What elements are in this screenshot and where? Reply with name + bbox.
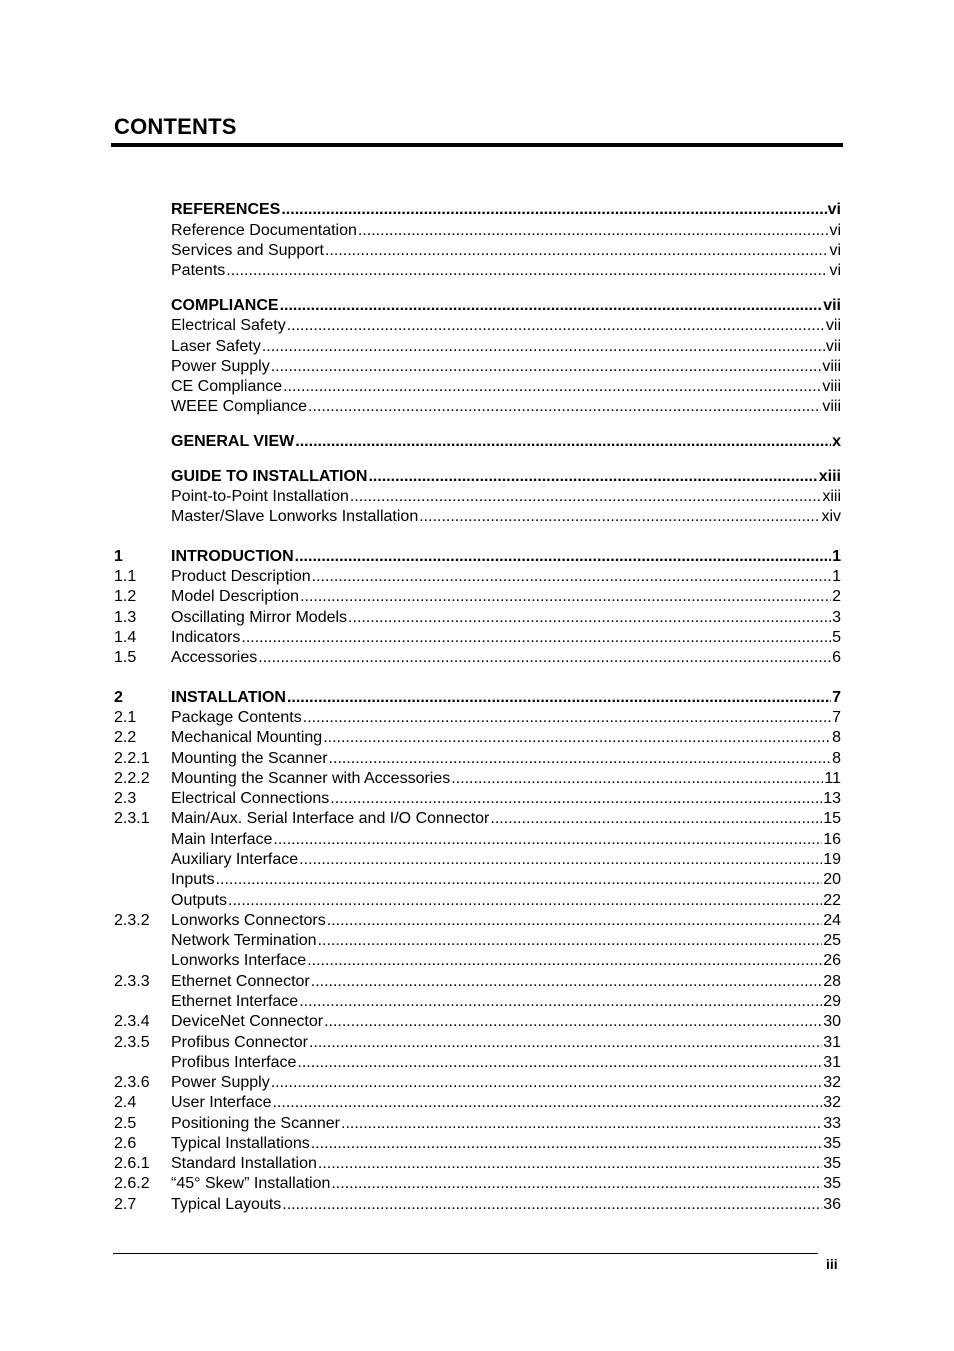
toc-entry-title[interactable]: Main Interface: [171, 831, 273, 848]
toc-entry[interactable]: [0, 241, 954, 261]
toc-entry-title[interactable]: Electrical Connections: [171, 790, 330, 807]
toc-entry-line: [171, 688, 841, 708]
toc-entry[interactable]: [0, 789, 954, 809]
toc-entry-title[interactable]: Lonworks Interface: [171, 952, 307, 969]
toc-entry[interactable]: [0, 337, 954, 357]
dot-leader: [330, 789, 822, 809]
toc-entry[interactable]: [0, 608, 954, 628]
dot-leader: [241, 628, 831, 648]
toc-entry[interactable]: [0, 1114, 954, 1134]
toc-entry-title[interactable]: Package Contents: [171, 709, 302, 726]
dot-leader: [303, 708, 831, 728]
toc-entry-line: [171, 1053, 841, 1073]
toc-entry-line: [171, 749, 841, 769]
toc-entry-title[interactable]: Profibus Interface: [171, 1054, 297, 1071]
toc-entry-line: [171, 951, 841, 971]
toc-entry[interactable]: [0, 200, 954, 220]
toc-entry-title[interactable]: Services and Support: [171, 242, 324, 259]
toc-entry-page: vi: [827, 201, 841, 218]
toc-entry-title[interactable]: Typical Layouts: [171, 1196, 282, 1213]
toc-entry[interactable]: [0, 221, 954, 241]
toc-entry-title[interactable]: Inputs: [171, 871, 215, 888]
toc-entry[interactable]: [0, 587, 954, 607]
toc-entry-line: [171, 789, 841, 809]
toc-entry-number: 2.2.2: [114, 770, 150, 787]
toc-entry-line: [171, 1195, 841, 1215]
dot-leader: [350, 487, 821, 507]
dot-leader: [287, 316, 825, 336]
dot-leader: [323, 728, 831, 748]
toc-entry[interactable]: [0, 749, 954, 769]
toc-entry-title[interactable]: Patents: [171, 262, 226, 279]
toc-entry-line: [171, 377, 841, 397]
toc-entry[interactable]: [0, 1033, 954, 1053]
toc-entry-title[interactable]: Network Termination: [171, 932, 317, 949]
toc-entry-page: 26: [823, 952, 841, 969]
toc-entry-line: [171, 432, 841, 452]
toc-entry-number: 2.3.4: [114, 1013, 150, 1030]
toc-entry-page: 31: [823, 1054, 841, 1071]
dot-leader: [419, 507, 820, 527]
toc-entry-page: 24: [823, 912, 841, 929]
toc-entry-page: xiv: [821, 508, 841, 525]
toc-entry-page: viii: [822, 398, 841, 415]
toc-entry-number: 2.3.5: [114, 1034, 150, 1051]
dot-leader: [451, 769, 823, 789]
toc-entry-line: [171, 296, 841, 316]
dot-leader: [295, 432, 831, 452]
toc-entry[interactable]: [0, 397, 954, 417]
toc-entry-line: [171, 1114, 841, 1134]
dot-leader: [282, 1195, 822, 1215]
dot-leader: [318, 1154, 822, 1174]
toc-entry-number: 1.3: [114, 609, 137, 626]
toc-entry-line: [171, 567, 841, 587]
toc-entry-number: 2.6.1: [114, 1155, 150, 1172]
toc-entry[interactable]: [0, 316, 954, 336]
toc-entry-page: 25: [823, 932, 841, 949]
toc-entry-page: 31: [823, 1034, 841, 1051]
toc-entry-page: 2: [832, 588, 841, 605]
dot-leader: [281, 200, 826, 220]
toc-entry-title[interactable]: Power Supply: [171, 1074, 270, 1091]
toc-entry[interactable]: [0, 992, 954, 1012]
toc-entry-line: [171, 1012, 841, 1032]
toc-entry-title[interactable]: Power Supply: [171, 358, 270, 375]
dot-leader: [299, 992, 822, 1012]
toc-entry-page: xiii: [822, 488, 841, 505]
toc-entry[interactable]: [0, 911, 954, 931]
toc-entry-number: 1.4: [114, 629, 137, 646]
toc-entry-page: 11: [824, 770, 841, 787]
toc-entry-page: vi: [829, 222, 841, 239]
dot-leader: [329, 749, 832, 769]
toc-entry-page: vi: [829, 242, 841, 259]
toc-entry[interactable]: [0, 357, 954, 377]
toc-entry-title[interactable]: Typical Installations: [171, 1135, 310, 1152]
toc-entry[interactable]: [0, 951, 954, 971]
toc-entry[interactable]: [0, 1154, 954, 1174]
toc-entry-line: [171, 241, 841, 261]
toc-entry-title[interactable]: Ethernet Interface: [171, 993, 299, 1010]
dot-leader: [228, 891, 822, 911]
toc-entry-page: viii: [822, 378, 841, 395]
toc-entry-title[interactable]: Point-to-Point Installation: [171, 488, 349, 505]
toc-entry[interactable]: [0, 648, 954, 668]
toc-entry-number: 1.5: [114, 649, 137, 666]
toc-entry-page: vii: [823, 297, 841, 314]
toc-entry-title[interactable]: Positioning the Scanner: [171, 1115, 340, 1132]
dot-leader: [331, 1174, 822, 1194]
toc-entry-number: 1.1: [114, 568, 137, 585]
footer-rule: [113, 1253, 818, 1254]
toc-entry-page: 35: [823, 1175, 841, 1192]
toc-entry-number: 2.2: [114, 729, 137, 746]
toc-entry-line: [171, 870, 841, 890]
dot-leader: [341, 1114, 822, 1134]
dot-leader: [324, 1012, 822, 1032]
toc-entry-page: 30: [823, 1013, 841, 1030]
toc-entry-title[interactable]: Accessories: [171, 649, 258, 666]
toc-entry-page: 29: [823, 993, 841, 1010]
toc-entry-number: 2.3.2: [114, 912, 150, 929]
toc-entry-line: [171, 316, 841, 336]
dot-leader: [309, 1033, 822, 1053]
toc-entry-title[interactable]: Laser Safety: [171, 338, 261, 355]
toc-entry-title[interactable]: Main/Aux. Serial Interface and I/O Connector: [171, 810, 490, 827]
toc-entry-page: x: [832, 433, 841, 450]
dot-leader: [325, 241, 828, 261]
toc-entry-line: [171, 1134, 841, 1154]
toc-entry-line: [171, 830, 841, 850]
toc-entry-page: 20: [823, 871, 841, 888]
dot-leader: [348, 608, 831, 628]
toc-entry[interactable]: [0, 487, 954, 507]
toc-entry-page: 16: [823, 831, 841, 848]
toc-entry[interactable]: [0, 891, 954, 911]
toc-entry-page: 7: [832, 709, 841, 726]
toc-entry[interactable]: [0, 1174, 954, 1194]
toc-entry-title[interactable]: Profibus Connector: [171, 1034, 308, 1051]
toc-entry-line: [171, 467, 841, 487]
dot-leader: [490, 809, 822, 829]
footer-page-number: iii: [826, 1256, 838, 1272]
toc-entry-title[interactable]: Indicators: [171, 629, 241, 646]
toc-entry-number: 2.6.2: [114, 1175, 150, 1192]
toc-entry-title[interactable]: GENERAL VIEW: [171, 433, 295, 450]
toc-entry-line: [171, 547, 841, 567]
toc-entry-page: 32: [823, 1094, 841, 1111]
toc-entry-number: 2.2.1: [114, 750, 150, 767]
dot-leader: [271, 1073, 822, 1093]
toc-entry-title[interactable]: Mechanical Mounting: [171, 729, 323, 746]
toc-entry-page: 35: [823, 1135, 841, 1152]
dot-leader: [272, 1093, 822, 1113]
toc-entry-number: 2: [114, 689, 123, 706]
toc-entry-number: 2.1: [114, 709, 137, 726]
toc-entry-page: 7: [832, 689, 841, 706]
dot-leader: [280, 296, 823, 316]
toc-entry-title[interactable]: Ethernet Connector: [171, 973, 310, 990]
dot-leader: [368, 467, 817, 487]
toc-entry-line: [171, 972, 841, 992]
toc-entry[interactable]: [0, 972, 954, 992]
toc-entry-page: vii: [825, 317, 841, 334]
toc-entry-title[interactable]: Electrical Safety: [171, 317, 286, 334]
toc-entry-number: 2.4: [114, 1094, 137, 1111]
dot-leader: [358, 221, 829, 241]
toc-entry-line: [171, 507, 841, 527]
dot-leader: [312, 567, 831, 587]
toc-entry[interactable]: [0, 507, 954, 527]
toc-entry-page: 19: [823, 851, 841, 868]
toc-entry-title[interactable]: Outputs: [171, 892, 228, 909]
toc-entry[interactable]: [0, 769, 954, 789]
toc-entry-page: 28: [823, 973, 841, 990]
toc-entry-line: [171, 992, 841, 1012]
dot-leader: [271, 357, 822, 377]
toc-entry-page: 1: [832, 568, 841, 585]
toc-entry-title[interactable]: Mounting the Scanner: [171, 750, 328, 767]
toc-entry-line: [171, 1033, 841, 1053]
toc-entry[interactable]: [0, 688, 954, 708]
toc-entry-line: [171, 200, 841, 220]
toc-entry-number: 1.2: [114, 588, 137, 605]
dot-leader: [273, 830, 822, 850]
toc-entry-title[interactable]: DeviceNet Connector: [171, 1013, 324, 1030]
toc-entry[interactable]: [0, 850, 954, 870]
toc-entry-page: 33: [823, 1115, 841, 1132]
toc-entry-title[interactable]: INTRODUCTION: [171, 548, 294, 565]
dot-leader: [295, 547, 831, 567]
toc-entry-line: [171, 850, 841, 870]
toc-entry-page: 32: [823, 1074, 841, 1091]
toc-entry[interactable]: [0, 432, 954, 452]
toc-entry-title[interactable]: User Interface: [171, 1094, 272, 1111]
toc-entry-line: [171, 628, 841, 648]
toc-entry[interactable]: [0, 870, 954, 890]
toc-entry-number: 2.3.1: [114, 810, 150, 827]
toc-entry-title[interactable]: Auxiliary Interface: [171, 851, 299, 868]
toc-entry-line: [171, 608, 841, 628]
dot-leader: [318, 931, 823, 951]
toc-entry-line: [171, 221, 841, 241]
toc-entry-line: [171, 261, 841, 281]
toc-entry-page: xiii: [818, 468, 841, 485]
toc-entry-title[interactable]: INSTALLATION: [171, 689, 286, 706]
toc-entry-number: 1: [114, 548, 123, 565]
dot-leader: [216, 870, 823, 890]
toc-entry[interactable]: [0, 567, 954, 587]
dot-leader: [299, 850, 822, 870]
toc-entry-page: viii: [822, 358, 841, 375]
toc-entry-title[interactable]: Model Description: [171, 588, 300, 605]
toc-entry[interactable]: [0, 1073, 954, 1093]
toc-entry-page: 13: [823, 790, 841, 807]
toc-entry-line: [171, 769, 841, 789]
toc-entry-page: 1: [832, 548, 841, 565]
dot-leader: [308, 397, 821, 417]
toc-entry[interactable]: [0, 547, 954, 567]
toc-entry-line: [171, 911, 841, 931]
toc-entry[interactable]: [0, 296, 954, 316]
toc-entry-line: [171, 891, 841, 911]
toc-entry-page: 22: [823, 892, 841, 909]
toc-entry-line: [171, 357, 841, 377]
toc-entry[interactable]: [0, 377, 954, 397]
toc-entry[interactable]: [0, 1195, 954, 1215]
toc-entry-number: 2.3.3: [114, 973, 150, 990]
toc-entry-line: [171, 931, 841, 951]
toc-entry[interactable]: [0, 1134, 954, 1154]
toc-entry-page: 36: [823, 1196, 841, 1213]
toc-entry-title[interactable]: GUIDE TO INSTALLATION: [171, 468, 368, 485]
toc-entry-title[interactable]: COMPLIANCE: [171, 297, 279, 314]
toc-entry-number: 2.3.6: [114, 1074, 150, 1091]
toc-entry-line: [171, 708, 841, 728]
toc-entry-number: 2.7: [114, 1196, 137, 1213]
toc-entry-title[interactable]: “45° Skew” Installation: [171, 1175, 331, 1192]
toc-entry-page: 8: [832, 729, 841, 746]
toc-entry-page: 15: [823, 810, 841, 827]
toc-entry[interactable]: [0, 931, 954, 951]
toc-entry[interactable]: [0, 708, 954, 728]
toc-entry-title[interactable]: WEEE Compliance: [171, 398, 308, 415]
dot-leader: [311, 972, 822, 992]
toc-entry-line: [171, 587, 841, 607]
title-rule: [111, 143, 843, 147]
toc-entry[interactable]: [0, 830, 954, 850]
toc-entry-title[interactable]: Standard Installation: [171, 1155, 317, 1172]
toc-entry-line: [171, 1174, 841, 1194]
dot-leader: [287, 688, 831, 708]
toc-entry-line: [171, 728, 841, 748]
toc-entry-line: [171, 337, 841, 357]
toc-entry[interactable]: [0, 1053, 954, 1073]
toc-entry-line: [171, 1073, 841, 1093]
toc-entry-line: [171, 809, 841, 829]
toc-entry-page: 5: [832, 629, 841, 646]
toc-entry-title[interactable]: Lonworks Connectors: [171, 912, 326, 929]
toc-entry-line: [171, 1154, 841, 1174]
toc-entry[interactable]: [0, 1012, 954, 1032]
toc-entry[interactable]: [0, 628, 954, 648]
toc-entry[interactable]: [0, 728, 954, 748]
toc-entry-page: vii: [825, 338, 841, 355]
dot-leader: [226, 261, 828, 281]
page-title: CONTENTS: [114, 114, 237, 139]
toc-entry-line: [171, 487, 841, 507]
toc-entry-page: 35: [823, 1155, 841, 1172]
toc-entry-number: 2.3: [114, 790, 137, 807]
toc-entry-page: 3: [832, 609, 841, 626]
toc-entry-title[interactable]: Reference Documentation: [171, 222, 357, 239]
toc-entry[interactable]: [0, 467, 954, 487]
toc-entry-title[interactable]: Master/Slave Lonworks Installation: [171, 508, 419, 525]
toc-entry-number: 2.5: [114, 1115, 137, 1132]
dot-leader: [327, 911, 822, 931]
dot-leader: [311, 1134, 822, 1154]
toc-entry-line: [171, 397, 841, 417]
toc-entry-line: [171, 1093, 841, 1113]
toc-entry[interactable]: [0, 261, 954, 281]
toc-entry[interactable]: [0, 809, 954, 829]
dot-leader: [262, 337, 825, 357]
toc-entry-line: [171, 648, 841, 668]
dot-leader: [307, 951, 822, 971]
dot-leader: [297, 1053, 822, 1073]
toc-entry-page: vi: [829, 262, 841, 279]
toc-entry-number: 2.6: [114, 1135, 137, 1152]
dot-leader: [300, 587, 831, 607]
toc-entry-title[interactable]: Product Description: [171, 568, 311, 585]
toc-entry[interactable]: [0, 1093, 954, 1113]
dot-leader: [283, 377, 821, 397]
toc-entry-title[interactable]: CE Compliance: [171, 378, 283, 395]
toc-entry-title[interactable]: REFERENCES: [171, 201, 281, 218]
toc-entry-page: 6: [832, 649, 841, 666]
dot-leader: [258, 648, 831, 668]
toc-entry-title[interactable]: Mounting the Scanner with Accessories: [171, 770, 451, 787]
toc-entry-page: 8: [832, 750, 841, 767]
toc-entry-title[interactable]: Oscillating Mirror Models: [171, 609, 348, 626]
